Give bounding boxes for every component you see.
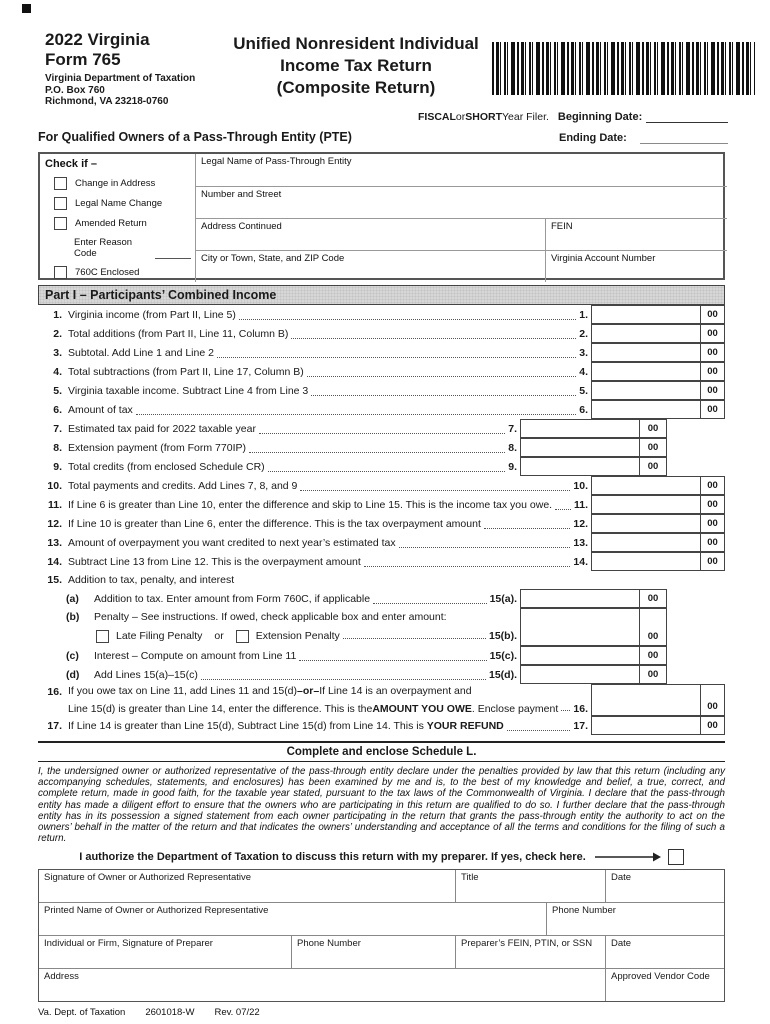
- 760c-checkbox[interactable]: [54, 266, 67, 279]
- option-legal-name-change: [44, 197, 191, 210]
- line-16-text-1a: If you owe tax on Line 11, add Lines 11 and 15(d): [68, 685, 298, 697]
- part1-line-15d: [38, 665, 725, 684]
- line-number: 16.: [47, 686, 62, 698]
- line-ref: 5.: [579, 384, 588, 397]
- dept-city: Richmond, VA 23218-0760: [45, 96, 169, 107]
- line-label: Amount of overpayment you want credited to next year’s estimated tax: [68, 536, 396, 549]
- line-label: Total credits (from enclosed Schedule CR): [68, 460, 265, 473]
- line-number: 10.: [47, 479, 62, 492]
- line-9-amount-field[interactable]: [520, 457, 667, 476]
- part1-line-9: [38, 457, 725, 476]
- part1-line-14: [38, 552, 725, 571]
- line-12-amount-field[interactable]: [591, 514, 725, 533]
- cents-label: 00: [700, 344, 724, 361]
- form-subtitle: For Qualified Owners of a Pass-Through Entity (PTE): [38, 130, 352, 144]
- line-ref: 11.: [573, 498, 588, 511]
- right-arrow-icon: [595, 852, 661, 862]
- line-label: Addition to tax. Enter amount from Form 760C, if applicable: [94, 592, 371, 605]
- line-label: Subtotal. Add Line 1 and Line 2: [68, 346, 214, 359]
- dotted-leader: [300, 489, 570, 491]
- dotted-leader: [555, 508, 571, 510]
- line-label: Virginia income (from Part II, Line 5): [68, 308, 236, 321]
- line-label: Penalty – See instructions. If owed, check applicable box and enter amount:: [94, 611, 447, 624]
- line-label: Total subtractions (from Part II, Line 17, Column B): [68, 365, 304, 378]
- line-number: 11.: [47, 498, 62, 511]
- dept-name: Virginia Department of Taxation: [45, 73, 196, 84]
- line-16-text-2c: . Enclose payment: [471, 703, 559, 715]
- dept-po-box: P.O. Box 760: [45, 84, 105, 96]
- line-16-text-2a: Line 15(d) is greater than Line 14, enter the difference. This is the: [68, 703, 373, 715]
- amount-you-owe-label: AMOUNT YOU OWE: [372, 703, 472, 715]
- cents-label: 00: [700, 363, 724, 380]
- cents-label: 00: [700, 685, 724, 715]
- fiscal-label: FISCAL: [418, 111, 456, 123]
- late-filing-penalty-checkbox[interactable]: [96, 630, 109, 643]
- part1-line-3: [38, 343, 725, 362]
- form-number: Form 765: [45, 50, 121, 69]
- part1-line-15-heading: [38, 571, 725, 589]
- signature-row-2: [39, 902, 724, 935]
- declaration-paragraph: I, the undersigned owner or authorized representative of the pass-through entity declare under the penalties provided by law that this return (including any accompanying schedules, statements, and enclosures) has been examined by me and is, to the best of my knowledge and belief, a true, correct, and complete return, made in good faith, for the taxable year stated, pursuant to the tax laws of the Commonwealth of Virginia. I declare that the pass-through entity has made a diligent effort to ensure that the owners who are participating in this return are qualified to do so. I further declare that the pass-through entity has in its possession a signed statement from each owner participating in the return that grants the pass-through entity the authority to act on the owners’ behalf in the matter of the return and that indicates the owners’ understanding and acceptance of all the terms and conditions for the filing of such a return.: [38, 766, 725, 845]
- line-ref: 6.: [579, 403, 588, 416]
- footer-revision: Rev. 07/22: [214, 1007, 260, 1019]
- cents-label: 00: [639, 647, 666, 664]
- line-11-amount-field[interactable]: [591, 495, 725, 514]
- cents-label: 00: [639, 439, 666, 456]
- form-title-line3: (Composite Return): [276, 78, 436, 97]
- authorize-text: I authorize the Department of Taxation to discuss this return with my preparer. If yes, check here.: [79, 850, 586, 863]
- line-number: 6.: [53, 403, 62, 416]
- line-number: 17.: [47, 719, 62, 732]
- line-ref: 15(b).: [488, 630, 517, 643]
- late-filing-penalty-label: Late Filing Penalty: [116, 630, 203, 643]
- cents-label: 00: [700, 382, 724, 399]
- footer-dept: Va. Dept. of Taxation: [38, 1007, 126, 1019]
- line-label: Virginia taxable income. Subtract Line 4 from Line 3: [68, 384, 309, 397]
- legal-name-change-label: Legal Name Change: [75, 198, 163, 209]
- part1-line-6: [38, 400, 725, 419]
- part1-line-15c: [38, 646, 725, 665]
- legal-name-label: Legal Name of Pass-Through Entity: [201, 156, 352, 167]
- phone-number-label: Phone Number: [297, 938, 361, 950]
- dotted-leader: [239, 318, 576, 320]
- line-label: Interest – Compute on amount from Line 11: [94, 649, 297, 662]
- cents-label: 00: [639, 420, 666, 437]
- part1-line-11: [38, 495, 725, 514]
- line-15a-amount-field[interactable]: [520, 589, 667, 608]
- line-number: (a): [66, 592, 79, 605]
- line-7-amount-field[interactable]: [520, 419, 667, 438]
- or-label: or: [214, 630, 224, 643]
- change-address-checkbox[interactable]: [54, 177, 67, 190]
- line-number: 2.: [53, 327, 62, 340]
- city-state-zip-label: City or Town, State, and ZIP Code: [201, 253, 345, 264]
- short-label: SHORT: [465, 111, 503, 123]
- schedule-l-note: Complete and enclose Schedule L.: [38, 741, 725, 762]
- part1-line-4: [38, 362, 725, 381]
- dotted-leader: [307, 375, 576, 377]
- line-6-amount-field[interactable]: [591, 400, 725, 419]
- line-ref: 4.: [579, 365, 588, 378]
- entity-info-table: [38, 152, 725, 280]
- form-year: 2022 Virginia: [45, 30, 150, 49]
- line-ref: 13.: [573, 536, 588, 549]
- owner-signature-field[interactable]: [39, 870, 455, 902]
- line-ref: 12.: [573, 517, 588, 530]
- cents-label: 00: [639, 609, 666, 645]
- authorize-checkbox[interactable]: [668, 849, 684, 865]
- vendor-code-label: Approved Vendor Code: [611, 971, 710, 983]
- line-label: Extension payment (from Form 770IP): [68, 441, 246, 454]
- part1-line-12: [38, 514, 725, 533]
- cents-label: 00: [700, 325, 724, 342]
- line-label: If Line 6 is greater than Line 10, enter the difference and skip to Line 15. This is the income tax you owe.: [68, 498, 553, 511]
- reason-code-label: Enter Reason Code: [74, 237, 133, 259]
- printed-name-field[interactable]: [39, 903, 546, 935]
- cents-label: 00: [639, 458, 666, 475]
- part1-line-8: [38, 438, 725, 457]
- option-change-address: [44, 177, 191, 190]
- line-15b-amount-field[interactable]: [520, 608, 667, 646]
- line-number: 13.: [47, 536, 62, 549]
- line-ref: 15(d).: [488, 668, 517, 681]
- va-account-field[interactable]: [545, 250, 727, 282]
- number-street-field[interactable]: [195, 186, 727, 218]
- line-16-amount-field[interactable]: [591, 684, 725, 716]
- line-label: Estimated tax paid for 2022 taxable year: [68, 422, 256, 435]
- dotted-leader: [291, 337, 576, 339]
- cents-label: 00: [639, 666, 666, 683]
- your-refund-label: YOUR REFUND: [426, 719, 504, 732]
- dotted-leader: [311, 394, 576, 396]
- line-label: Add Lines 15(a)–15(c): [94, 668, 198, 681]
- preparer-signature-field[interactable]: [39, 936, 291, 968]
- line-number: 5.: [53, 384, 62, 397]
- cents-label: 00: [700, 515, 724, 532]
- fein-label: FEIN: [551, 221, 573, 232]
- option-760c: [44, 266, 191, 279]
- dotted-leader: [201, 678, 486, 680]
- line-14-amount-field[interactable]: [591, 552, 725, 571]
- line-number: 3.: [53, 346, 62, 359]
- phone-number-field-1[interactable]: [546, 903, 724, 935]
- part1-line-16: [38, 684, 725, 716]
- line-ref: 3.: [579, 346, 588, 359]
- preparer-fein-field[interactable]: [455, 936, 605, 968]
- line-label: Addition to tax, penalty, and interest: [68, 574, 235, 586]
- preparer-fein-label: Preparer’s FEIN, PTIN, or SSN: [461, 938, 593, 950]
- check-if-title: Check if –: [45, 158, 97, 170]
- 760c-label: 760C Enclosed: [75, 267, 140, 278]
- cents-label: 00: [700, 496, 724, 513]
- line-number: 14.: [47, 555, 62, 568]
- beginning-date-input[interactable]: [646, 121, 728, 123]
- line-ref: 2.: [579, 327, 588, 340]
- legal-name-field[interactable]: [195, 154, 727, 186]
- form-title-line1: Unified Nonresident Individual: [233, 34, 479, 53]
- owner-signature-label: Signature of Owner or Authorized Representative: [44, 872, 252, 884]
- line-ref: 14.: [573, 555, 588, 568]
- dotted-leader: [364, 565, 571, 567]
- part1-line-13: [38, 533, 725, 552]
- fiscal-year-row: [418, 111, 728, 123]
- line-ref: 7.: [508, 422, 517, 435]
- line-number: 8.: [53, 441, 62, 454]
- address-continued-label: Address Continued: [201, 221, 282, 232]
- line-label: Subtract Line 13 from Line 12. This is the overpayment amount: [68, 555, 361, 568]
- extension-penalty-label: Extension Penalty: [255, 630, 340, 643]
- line-number: (c): [66, 649, 79, 662]
- date-field-1[interactable]: [605, 870, 724, 902]
- ending-date-row: [559, 132, 728, 144]
- authorize-row: [38, 848, 725, 865]
- line-16-text: [38, 684, 591, 716]
- line-label: Total additions (from Part II, Line 11, Column B): [68, 327, 289, 340]
- reason-code-row: [44, 237, 191, 259]
- dotted-leader: [373, 602, 487, 604]
- form-footer: [38, 1007, 725, 1018]
- line-3-amount-field[interactable]: [591, 343, 725, 362]
- fiscal-or: or: [455, 111, 466, 123]
- line-15b-text: [38, 608, 520, 646]
- check-if-box: [40, 154, 195, 282]
- line-number: 1.: [53, 308, 62, 321]
- line-number: 15.: [47, 574, 62, 586]
- cents-label: 00: [700, 553, 724, 570]
- line-2-amount-field[interactable]: [591, 324, 725, 343]
- address-label: Address: [44, 971, 79, 983]
- part1-line-10: [38, 476, 725, 495]
- cents-label: 00: [700, 717, 724, 734]
- part1-section: [38, 285, 725, 1018]
- address-continued-field[interactable]: [195, 218, 545, 250]
- cents-label: 00: [700, 306, 724, 323]
- part1-line-1: [38, 305, 725, 324]
- part1-line-2: [38, 324, 725, 343]
- cents-label: 00: [700, 477, 724, 494]
- line-ref: 8.: [508, 441, 517, 454]
- dotted-leader: [136, 413, 576, 415]
- signature-row-3: [39, 935, 724, 968]
- dotted-leader: [507, 729, 571, 731]
- amended-return-checkbox[interactable]: [54, 217, 67, 230]
- registration-mark: [22, 4, 31, 13]
- part1-line-15b: [38, 608, 725, 646]
- line-ref: 15(c).: [489, 649, 517, 662]
- line-16-or: –or–: [297, 685, 320, 697]
- cents-label: 00: [700, 534, 724, 551]
- line-ref: 10.: [573, 479, 588, 492]
- dotted-leader: [343, 637, 486, 639]
- line-1-amount-field[interactable]: [591, 305, 725, 324]
- line-17-amount-field[interactable]: [591, 716, 725, 735]
- cents-label: 00: [639, 590, 666, 607]
- line-ref: 9.: [508, 460, 517, 473]
- city-state-zip-field[interactable]: [195, 250, 545, 282]
- va-account-label: Virginia Account Number: [551, 253, 656, 264]
- right-spacer: [667, 608, 725, 646]
- line-13-amount-field[interactable]: [591, 533, 725, 552]
- line-4-amount-field[interactable]: [591, 362, 725, 381]
- part1-header: Part I – Participants’ Combined Income: [38, 285, 725, 305]
- title-field[interactable]: [455, 870, 605, 902]
- address-field[interactable]: [39, 969, 605, 1001]
- date-label: Date: [611, 872, 632, 884]
- line-number: (d): [66, 668, 80, 681]
- beginning-date-label: Beginning Date:: [557, 111, 643, 123]
- line-8-amount-field[interactable]: [520, 438, 667, 457]
- line-15c-amount-field[interactable]: [520, 646, 667, 665]
- ending-date-input[interactable]: [640, 142, 728, 144]
- line-ref: 1.: [579, 308, 588, 321]
- reason-code-input[interactable]: [155, 257, 191, 259]
- dotted-leader: [399, 546, 571, 548]
- form-id-block: [45, 30, 220, 108]
- dotted-leader: [249, 451, 505, 453]
- form-title-line2: Income Tax Return: [280, 56, 432, 75]
- number-street-label: Number and Street: [201, 189, 282, 200]
- ending-date-label: Ending Date:: [559, 132, 627, 144]
- barcode-block: [492, 30, 755, 108]
- dotted-leader: [268, 470, 506, 472]
- phone-number-label: Phone Number: [552, 905, 616, 917]
- vendor-code-field[interactable]: [605, 969, 724, 1001]
- date-label: Date: [611, 938, 632, 950]
- phone-number-field-2[interactable]: [291, 936, 455, 968]
- dotted-leader: [217, 356, 576, 358]
- preparer-signature-label: Individual or Firm, Signature of Preparer: [44, 938, 213, 950]
- cents-label: 00: [700, 401, 724, 418]
- line-number: 12.: [47, 517, 62, 530]
- line-10-amount-field[interactable]: [591, 476, 725, 495]
- line-number: 7.: [53, 422, 62, 435]
- change-address-label: Change in Address: [75, 178, 156, 189]
- line-label: Amount of tax: [68, 403, 133, 416]
- signature-table: [38, 869, 725, 1002]
- line-number: (b): [66, 611, 80, 624]
- legal-name-change-checkbox[interactable]: [54, 197, 67, 210]
- part1-line-17: [38, 716, 725, 735]
- signature-row-4: [39, 968, 724, 1001]
- line-number: 4.: [53, 365, 62, 378]
- footer-form-code: 2601018-W: [145, 1007, 195, 1019]
- line-17-text: If Line 14 is greater than Line 15(d), Subtract Line 15(d) from Line 14. This is: [68, 719, 427, 732]
- form-title: [220, 33, 492, 108]
- line-number: 9.: [53, 460, 62, 473]
- line-16-text-1c: If Line 14 is an overpayment and: [319, 685, 472, 697]
- amended-return-label: Amended Return: [75, 218, 147, 229]
- part1-line-7: [38, 419, 725, 438]
- printed-name-label: Printed Name of Owner or Authorized Representative: [44, 905, 269, 917]
- signature-row-1: [39, 870, 724, 902]
- fein-field[interactable]: [545, 218, 727, 250]
- extension-penalty-checkbox[interactable]: [236, 630, 249, 643]
- dotted-leader: [484, 527, 571, 529]
- line-label: If Line 10 is greater than Line 6, enter the difference. This is the tax overpayment amount: [68, 517, 481, 530]
- title-label: Title: [461, 872, 479, 884]
- part1-line-5: [38, 381, 725, 400]
- part1-line-15a: [38, 589, 725, 608]
- year-filer-label: Year Filer.: [502, 111, 549, 123]
- dotted-leader: [299, 659, 486, 661]
- barcode-image: [492, 42, 755, 95]
- option-amended-return: [44, 217, 191, 230]
- dotted-leader: [561, 709, 570, 711]
- line-ref: 15(a).: [489, 592, 517, 605]
- date-field-2[interactable]: [605, 936, 724, 968]
- dotted-leader: [259, 432, 505, 434]
- line-ref: 17.: [573, 719, 588, 732]
- line-5-amount-field[interactable]: [591, 381, 725, 400]
- form-header: [45, 30, 755, 108]
- line-ref: 16.: [573, 703, 588, 715]
- line-15d-amount-field[interactable]: [520, 665, 667, 684]
- line-label: Total payments and credits. Add Lines 7, 8, and 9: [68, 479, 298, 492]
